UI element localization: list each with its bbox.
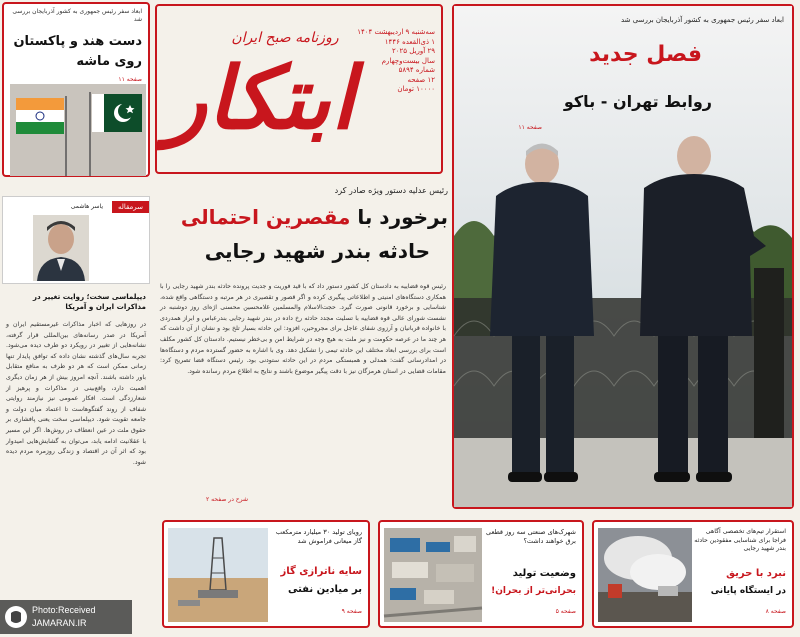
card-title-1: نبرد با حریق <box>726 568 786 579</box>
headline-part-1: برخورد با <box>357 205 448 229</box>
main-story <box>158 182 448 512</box>
main-headline-line-2: حادثه بندر شهید رجایی <box>204 239 430 263</box>
card-title-2: بر میادین نفتی <box>287 584 362 595</box>
card-title-2: بحرانی‌تر از بحران! <box>491 586 576 596</box>
teaser-india-pakistan[interactable] <box>2 2 150 177</box>
card-page-ref: صفحه ۵ <box>555 608 576 615</box>
bottom-card-fire[interactable] <box>592 520 794 628</box>
teaser-title-2 <box>6 54 142 70</box>
column-label: سرمقاله <box>112 201 149 213</box>
author-avatar <box>33 215 89 281</box>
masthead-logo <box>165 10 355 168</box>
logo-text: ابتکار <box>165 48 355 149</box>
fire-scene-image <box>598 528 692 622</box>
pakistan-flag-icon <box>92 94 142 132</box>
date-persian: سه‌شنبه ۹ اردیبهشت ۱۴۰۴ <box>357 28 435 36</box>
leaders-photo <box>454 6 792 507</box>
headline-part-2: مقصرین احتمالی <box>180 205 351 229</box>
masthead-info <box>340 28 435 95</box>
column-title: دیپلماسی سخت؛ روایت تغییر در مذاکرات ایران و آمریکا <box>32 292 146 311</box>
flags-illustration <box>10 84 146 176</box>
watermark-line-1: Photo:Received <box>32 605 96 615</box>
logo-subtitle: روزنامه صبح ایران <box>231 30 339 46</box>
author-name: یاسر هاشمی <box>70 203 103 210</box>
editorial-column <box>2 196 150 616</box>
photo-title: فصل جدید <box>589 42 702 67</box>
card-kicker: استقرار تیم‌های تخصصی آگاهی فراجا برای شناسایی مفقودین حادثه بندر شهید رجایی <box>694 528 786 553</box>
card-page-ref: صفحه ۸ <box>765 608 786 615</box>
bottom-card-gas[interactable] <box>162 520 370 628</box>
photo-kicker: ابعاد سفر رئیس جمهوری به کشور آذربایجان بررسی شد <box>621 16 784 24</box>
author-box <box>2 196 150 284</box>
teaser-kicker: ابعاد سفر رئیس جمهوری به کشور آذربایجان بررسی شد <box>12 8 142 23</box>
teaser-title-2-text: روی ماشه <box>76 54 142 69</box>
watermark-line-2: JAMARAN.IR <box>32 618 87 628</box>
card-page-ref: صفحه ۹ <box>341 608 362 615</box>
issue-number: شماره ۵۸۹۴ <box>398 66 435 74</box>
column-body: در روزهایی که اخبار مذاکرات غیرمستقیم ایران و آمریکا در صدر رسانه‌های بین‌المللی قرار گرفته، نشانه‌هایی از تغییر در رویکرد دو طرف دیده می‌شود. تجربه سال‌های گذشته نشان داده که توافق پایدار تنها زمانی ممکن است که هر دو طرف به منافع متقابل باور داشته باشند. آنچه امروز بیش از هر زمان دیگری اهمیت دارد، واقع‌بینی در مذاکرات و پرهیز از شعارزدگی است. افکار عمومی نیز نیازمند روایتی شفاف از روند گفتگوهاست تا اعتماد میان دولت و جامعه تقویت شود. دیپلماسی سخت یعنی پافشاری بر حقوق ملت در عین انعطاف در روش‌ها. اگر این مسیر با عقلانیت ادامه یابد، می‌توان به گشایش‌هایی امیدوار بود که اثر آن در اقتصاد و زندگی روزمره مردم دیده شود. <box>6 321 146 466</box>
page-count: ۱۲ صفحه <box>407 75 435 84</box>
teaser-title-1: دست هند و پاکستان <box>13 34 142 49</box>
watermark <box>0 600 132 634</box>
jamaran-logo-icon <box>4 605 28 629</box>
main-headline-line-1 <box>158 204 448 230</box>
oil-rig-image <box>168 528 268 622</box>
card-kicker: شهرک‌های صنعتی سه روز قطعی برق خواهند داشت؟ <box>486 528 576 545</box>
card-kicker: رویای تولید ۳۰ میلیارد مترمکعب گاز میعانی فراموش شد <box>275 528 362 545</box>
india-flag-icon <box>16 98 64 134</box>
date-gregorian: ۲۹ آوریل ۲۰۲۵ <box>392 47 435 55</box>
main-page-ref[interactable]: شرح در صفحه ۲ <box>206 496 248 503</box>
bottom-card-production[interactable] <box>378 520 584 628</box>
industrial-park-image <box>384 528 482 622</box>
year: سال بیست‌وچهارم <box>381 56 435 65</box>
photo-subtitle: روابط تهران - باکو <box>563 92 712 111</box>
main-kicker: رئیس عدلیه دستور ویژه صادر کرد <box>334 186 448 195</box>
date-hijri: ۱ ذی‌القعده ۱۴۴۶ <box>384 37 435 46</box>
card-title-1: سایه ناترازی گاز <box>280 566 362 577</box>
price: ۱۰۰۰۰ تومان <box>397 85 435 93</box>
card-title-2: در ایستگاه پایانی <box>710 586 786 596</box>
photo-page-ref: صفحه ۱۱ <box>518 124 542 131</box>
logo-graphic <box>165 10 355 168</box>
teaser-page-ref: صفحه ۱۱ <box>118 76 142 83</box>
main-body: رئیس قوه قضاییه به دادستان کل کشور دستور داد که با قید فوریت و جدیت پرونده حادثه بندر شهید رجایی را با همکاری دستگاه‌های امنیتی و اطلاعاتی پیگیری کرده و اگر قصور و تقصیری در هر مرتبه و دستگاهی واقع شده، شناسایی و برخورد قانونی صورت گیرد. حجت‌الاسلام والمسلمین غلامحسین محسنی اژه‌ای روز دوشنبه در نشست شورای عالی قوه قضاییه با تسلیت مجدد حادثه رخ داده در بندر شهید رجایی بندرعباس و ابراز همدردی با خانواده قربانیان و آرزوی شفای عاجل برای مجروحین، افزود: این حادثه بسیار تلخ بود و نشان از آن داشت که هر چند ما در عرصه حکومت و نیز ملت به هیچ وجه در شرایط امن و بی‌خطر نیستیم. دادستان کل کشور مکلف است برای بررسی ابعاد مختلف این حادثه تیمی را تشکیل دهد. وی با اشاره به حضور گسترده مردم و دستگاه‌ها در امدادرسانی گفت: همدلی و همبستگی مردم در این حادثه ستودنی بود. رئیس دستگاه قضا تصریح کرد: مقامات قضایی در استان هرمزگان نیز با دقت پیگیر موضوع باشند و نتایج به اطلاع مردم رسانده شود. <box>160 283 446 375</box>
photo-story[interactable] <box>452 4 794 509</box>
card-title-1: وضعیت تولید <box>512 568 576 579</box>
